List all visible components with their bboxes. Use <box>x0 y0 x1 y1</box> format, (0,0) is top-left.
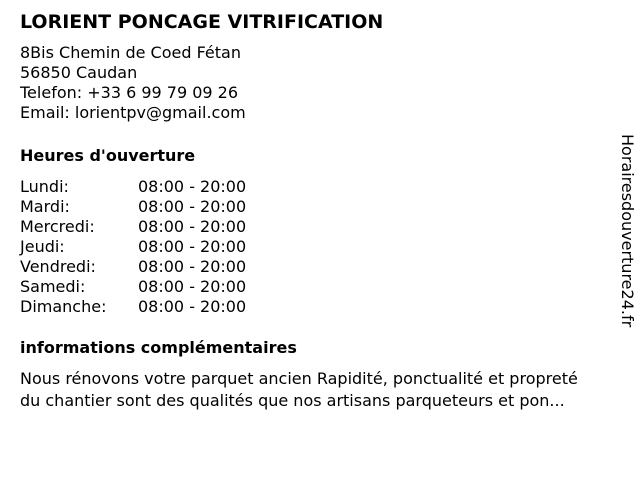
hours-row-samedi <box>20 277 620 297</box>
hours-day: Mardi: <box>20 197 70 216</box>
hours-time: 08:00 - 20:00 <box>138 197 247 216</box>
additional-info-text: Nous rénovons votre parquet ancien Rapidité, ponctualité et propreté du chantier sont des qualités que nos artisans parqueteurs et pon... <box>20 369 578 410</box>
hours-row-mercredi <box>20 217 620 237</box>
hours-time: 08:00 - 20:00 <box>138 177 247 196</box>
opening-hours-title: Heures d'ouverture <box>20 146 196 165</box>
hours-day: Mercredi: <box>20 217 95 236</box>
address-street: 8Bis Chemin de Coed Fétan <box>20 43 241 62</box>
site-watermark: Horairesdouverture24.fr <box>618 134 637 328</box>
hours-time: 08:00 - 20:00 <box>138 237 247 256</box>
email-address: Email: lorientpv@gmail.com <box>20 103 246 122</box>
hours-row-mardi <box>20 197 620 217</box>
hours-row-lundi <box>20 177 620 197</box>
hours-time: 08:00 - 20:00 <box>138 217 247 236</box>
opening-hours-table <box>20 177 620 317</box>
business-card <box>20 10 620 412</box>
business-name: LORIENT PONCAGE VITRIFICATION <box>20 11 384 33</box>
hours-day: Vendredi: <box>20 257 96 276</box>
hours-day: Dimanche: <box>20 297 107 316</box>
hours-day: Jeudi: <box>20 237 65 256</box>
hours-time: 08:00 - 20:00 <box>138 297 247 316</box>
hours-time: 08:00 - 20:00 <box>138 257 247 276</box>
hours-time: 08:00 - 20:00 <box>138 277 247 296</box>
hours-row-vendredi <box>20 257 620 277</box>
business-contact <box>20 43 620 123</box>
additional-info-title: informations complémentaires <box>20 338 297 357</box>
hours-day: Lundi: <box>20 177 69 196</box>
hours-row-jeudi <box>20 237 620 257</box>
phone-number: Telefon: +33 6 99 79 09 26 <box>20 83 239 102</box>
hours-row-dimanche <box>20 297 620 317</box>
address-city: 56850 Caudan <box>20 63 138 82</box>
hours-day: Samedi: <box>20 277 86 296</box>
